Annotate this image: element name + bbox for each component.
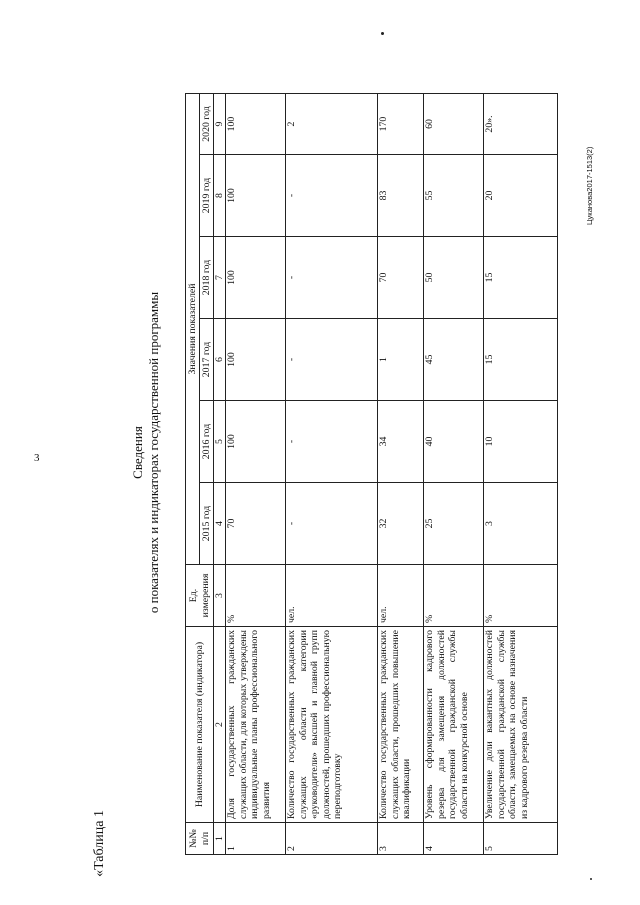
column-number: 4	[214, 483, 226, 565]
unit: чел.	[286, 565, 378, 627]
column-number: 8	[214, 155, 226, 237]
value-cell: 55	[424, 155, 484, 237]
header-year: 2017 год	[200, 319, 214, 401]
header-col-unit: Ед. измерения	[186, 565, 214, 627]
title-line-1: Сведения	[130, 426, 145, 479]
value-cell: 32	[378, 483, 424, 565]
indicator-name: Увеличение доли вакантных должностей государственной гражданской службы области, замещаемых на основе назначения из кадрового резерва области	[484, 627, 558, 823]
indicators-table	[185, 93, 558, 855]
value-cell: -	[286, 319, 378, 401]
column-number: 3	[214, 565, 226, 627]
header-year: 2016 год	[200, 401, 214, 483]
value-cell: 100	[226, 94, 286, 155]
unit: %	[424, 565, 484, 627]
row-number: 4	[424, 823, 484, 855]
row-number: 5	[484, 823, 558, 855]
value-cell: -	[286, 401, 378, 483]
value-cell: 34	[378, 401, 424, 483]
column-number: 2	[214, 627, 226, 823]
header-col-name: Наименование показателя (индикатора)	[186, 627, 214, 823]
value-cell: 10	[484, 401, 558, 483]
table-row	[226, 94, 286, 855]
value-cell: -	[286, 237, 378, 319]
unit: %	[484, 565, 558, 627]
table-row	[378, 94, 424, 855]
value-cell: 60	[424, 94, 484, 155]
row-number: 3	[378, 823, 424, 855]
value-cell: 100	[226, 155, 286, 237]
value-cell: 25	[424, 483, 484, 565]
value-cell: 100	[226, 401, 286, 483]
unit: чел.	[378, 565, 424, 627]
value-cell: 83	[378, 155, 424, 237]
header-year: 2015 год	[200, 483, 214, 565]
value-cell: 70	[226, 483, 286, 565]
value-cell: 15	[484, 319, 558, 401]
column-number: 1	[214, 823, 226, 855]
header-year: 2019 год	[200, 155, 214, 237]
column-numbers-row	[214, 94, 226, 855]
value-cell: -	[286, 483, 378, 565]
value-cell: 100	[226, 237, 286, 319]
column-number: 6	[214, 319, 226, 401]
document-title	[130, 0, 162, 905]
header-col-num: №№ п/п	[186, 823, 214, 855]
row-number: 2	[286, 823, 378, 855]
value-cell: 170	[378, 94, 424, 155]
value-cell: 100	[226, 319, 286, 401]
table-label: «Таблица 1	[92, 810, 107, 877]
column-number: 9	[214, 94, 226, 155]
value-cell: 45	[424, 319, 484, 401]
title-line-2: о показателях и индикаторах государственной программы	[146, 291, 161, 614]
value-cell: 50	[424, 237, 484, 319]
table-row	[424, 94, 484, 855]
table-row	[484, 94, 558, 855]
column-number: 5	[214, 401, 226, 483]
unit: %	[226, 565, 286, 627]
header-year: 2018 год	[200, 237, 214, 319]
value-cell: -	[286, 155, 378, 237]
value-cell: 20	[484, 155, 558, 237]
row-number: 1	[226, 823, 286, 855]
table-row	[286, 94, 378, 855]
value-cell: 40	[424, 401, 484, 483]
column-number: 7	[214, 237, 226, 319]
value-cell: 70	[378, 237, 424, 319]
indicator-name: Доля государственных гражданских служащих области, для которых утверждены индивидуальные планы профессионального развития	[226, 627, 286, 823]
value-cell: 3	[484, 483, 558, 565]
indicator-name: Уровень сформированности кадрового резерва для замещения должностей государственной гражданской службы области на конкурсной основе	[424, 627, 484, 823]
header-year: 2020 год	[200, 94, 214, 155]
header-col-values: Значения показателей	[186, 94, 200, 565]
page-number: 3	[34, 452, 40, 464]
value-cell: 1	[378, 319, 424, 401]
indicator-name: Количество государственных гражданских служащих области категории «руководители» высшей и главной групп должностей, прошедших профессиональную переподготовку	[286, 627, 378, 823]
document-id: Цуканова2017-1513(2)	[585, 146, 594, 225]
value-cell: 15	[484, 237, 558, 319]
indicator-name: Количество государственных гражданских служащих области, прошедших повышение квалификации	[378, 627, 424, 823]
value-cell: 20».	[484, 94, 558, 155]
value-cell: 2	[286, 94, 378, 155]
